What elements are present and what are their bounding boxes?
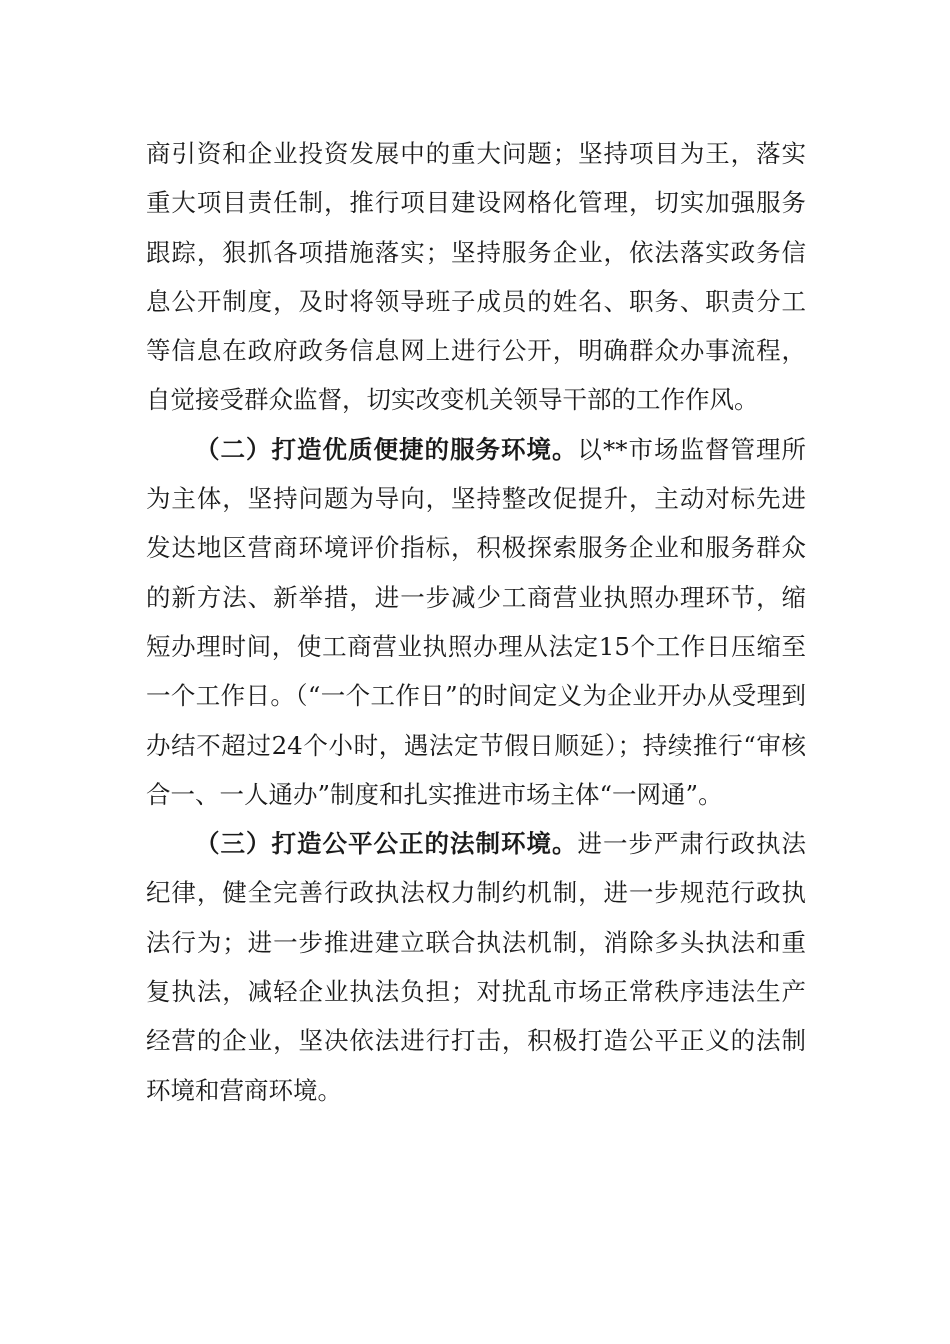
paragraph-service-environment (146, 425, 806, 819)
paragraph-legal-environment (146, 819, 806, 1115)
section-heading-service-environment: （二）打造优质便捷的服务环境。 (195, 434, 578, 464)
paragraph-body: 以**市场监督管理所为主体，坚持问题为导向，坚持整改促提升，主动对标先进发达地区营商环境评价指标，积极探索服务企业和服务群众的新方法、新举措，进一步减少工商营业执照办理环节，缩短办理时间，使工商营业执照办理从法定15个工作日压缩至一个工作日。（“一个工作日”的时间定义为企业开办从受理到办结不超过24个小时，遇法定节假日顺延）；持续推行“审核合一、一人通办”制度和扎实推进市场主体“一网通”。 (146, 434, 806, 809)
document-body (146, 129, 806, 1115)
section-heading-legal-environment: （三）打造公平公正的法制环境。 (195, 829, 578, 859)
paragraph-body: 商引资和企业投资发展中的重大问题；坚持项目为王，落实重大项目责任制，推行项目建设网格化管理，切实加强服务跟踪，狠抓各项措施落实；坚持服务企业，依法落实政务信息公开制度，及时将领导班子成员的姓名、职务、职责分工等信息在政府政务信息网上进行公开，明确群众办事流程，自觉接受群众监督，切实改变机关领导干部的工作作风。 (146, 139, 806, 415)
paragraph-body: 进一步严肃行政执法纪律，健全完善行政执法权力制约机制，进一步规范行政执法行为；进一步推进建立联合执法机制，消除多头执法和重复执法，减轻企业执法负担；对扰乱市场正常秩序违法生产经营的企业，坚决依法进行打击，积极打造公平正义的法制环境和营商环境。 (146, 829, 806, 1105)
paragraph-continuation (146, 129, 806, 425)
